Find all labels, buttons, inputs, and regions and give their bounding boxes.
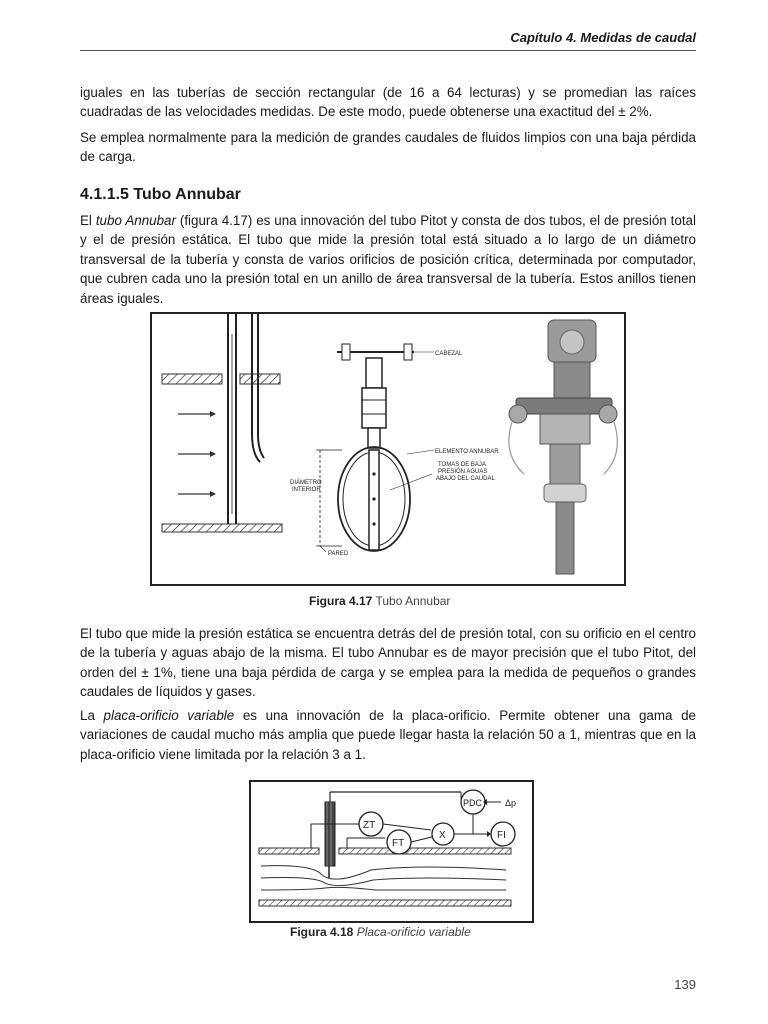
label-tomas-2: PRESIÓN AGUAS bbox=[438, 469, 488, 475]
variable-orifice-diagram bbox=[251, 782, 532, 921]
paragraph-5 bbox=[80, 706, 696, 764]
paragraph-5-pre: La bbox=[80, 708, 104, 723]
label-pdc: PDC bbox=[463, 798, 483, 808]
paragraph-5-term: placa-orificio variable bbox=[103, 708, 235, 723]
label-x: X bbox=[439, 830, 446, 841]
paragraph-2: Se emplea normalmente para la medición de grandes caudales de fluidos limpios con una baja pérdida de carga. bbox=[80, 130, 696, 165]
figure-4-17-frame bbox=[150, 312, 626, 586]
chapter-header: Capítulo 4. Medidas de caudal bbox=[510, 30, 696, 45]
label-elemento-annubar: ELEMENTO ANNUBAR bbox=[435, 449, 499, 455]
figure-4-17-caption-text: Tubo Annubar bbox=[375, 594, 451, 608]
paragraph-3-term: tubo Annubar bbox=[95, 213, 176, 228]
figure-4-17-label: Figura 4.17 bbox=[309, 594, 373, 608]
label-fi: FI bbox=[497, 830, 506, 841]
paragraph-3-post: (figura 4.17) es una innovación del tubo Pitot y consta de dos tubos, el de presión total y el de presión estática. El tubo que mide la presión total está situado a lo largo de un diámetro transversal de la tubería y consta de varios orificios de posición crítica, determinada por computador, que cubren cada uno la presión total en un anillo de área transversal de la tubería. Estos anillos tienen áreas iguales. bbox=[80, 213, 696, 306]
annubar-illustration bbox=[152, 314, 624, 584]
paragraph-5-post: es una innovación de la placa-orificio. Permite obtener una gama de variaciones de caudal mucho más amplia que puede llegar hasta la relación 50 a 1, mientras que en la placa-orificio viene limitada por la relación 3 a 1. bbox=[80, 708, 696, 762]
paragraph-4: El tubo que mide la presión estática se encuentra detrás del de presión total, con su orificio en el centro de la tubería y aguas abajo de la misma. El tubo Annubar es de mayor precisión que el tubo Pitot, del orden del ± 1%, tiene una baja pérdida de carga y se emplea para la medida de pequeños o grandes caudales de líquidos y gases. bbox=[80, 626, 696, 700]
label-cabezal: CABEZAL bbox=[435, 351, 463, 357]
annubar-assembly-drawing bbox=[290, 344, 499, 557]
paragraph-3-pre: El bbox=[80, 213, 96, 228]
label-delta-p: Δp bbox=[505, 798, 517, 808]
figure-4-18-caption bbox=[290, 925, 471, 939]
label-diametro-1: DIÁMETRO bbox=[290, 480, 322, 486]
page-number: 139 bbox=[674, 977, 696, 992]
label-diametro-2: INTERIOR bbox=[292, 487, 321, 493]
paragraph-1: iguales en las tuberías de sección rectangular (de 16 a 64 lecturas) y se promedian las raíces cuadradas de las velocidades medidas. De este modo, puede obtenerse una exactitud del ± 2%. bbox=[80, 85, 696, 120]
annubar-device-photo bbox=[509, 320, 617, 574]
label-pared: PARED bbox=[328, 551, 349, 557]
figure-4-18-caption-text: Placa-orificio variable bbox=[356, 925, 471, 939]
pipe-section-drawing bbox=[162, 314, 282, 532]
section-title: 4.1.1.5 Tubo Annubar bbox=[80, 186, 241, 203]
figure-4-18-label: Figura 4.18 bbox=[290, 925, 354, 939]
figure-4-18-frame bbox=[249, 780, 534, 923]
label-tomas-1: TOMAS DE BAJA bbox=[438, 462, 486, 468]
header-rule bbox=[80, 50, 696, 51]
paragraph-3 bbox=[80, 211, 696, 308]
label-zt: ZT bbox=[363, 820, 376, 831]
label-ft: FT bbox=[392, 838, 405, 849]
label-tomas-3: ABAJO DEL CAUDAL bbox=[436, 476, 495, 482]
figure-4-17-caption bbox=[309, 594, 450, 608]
